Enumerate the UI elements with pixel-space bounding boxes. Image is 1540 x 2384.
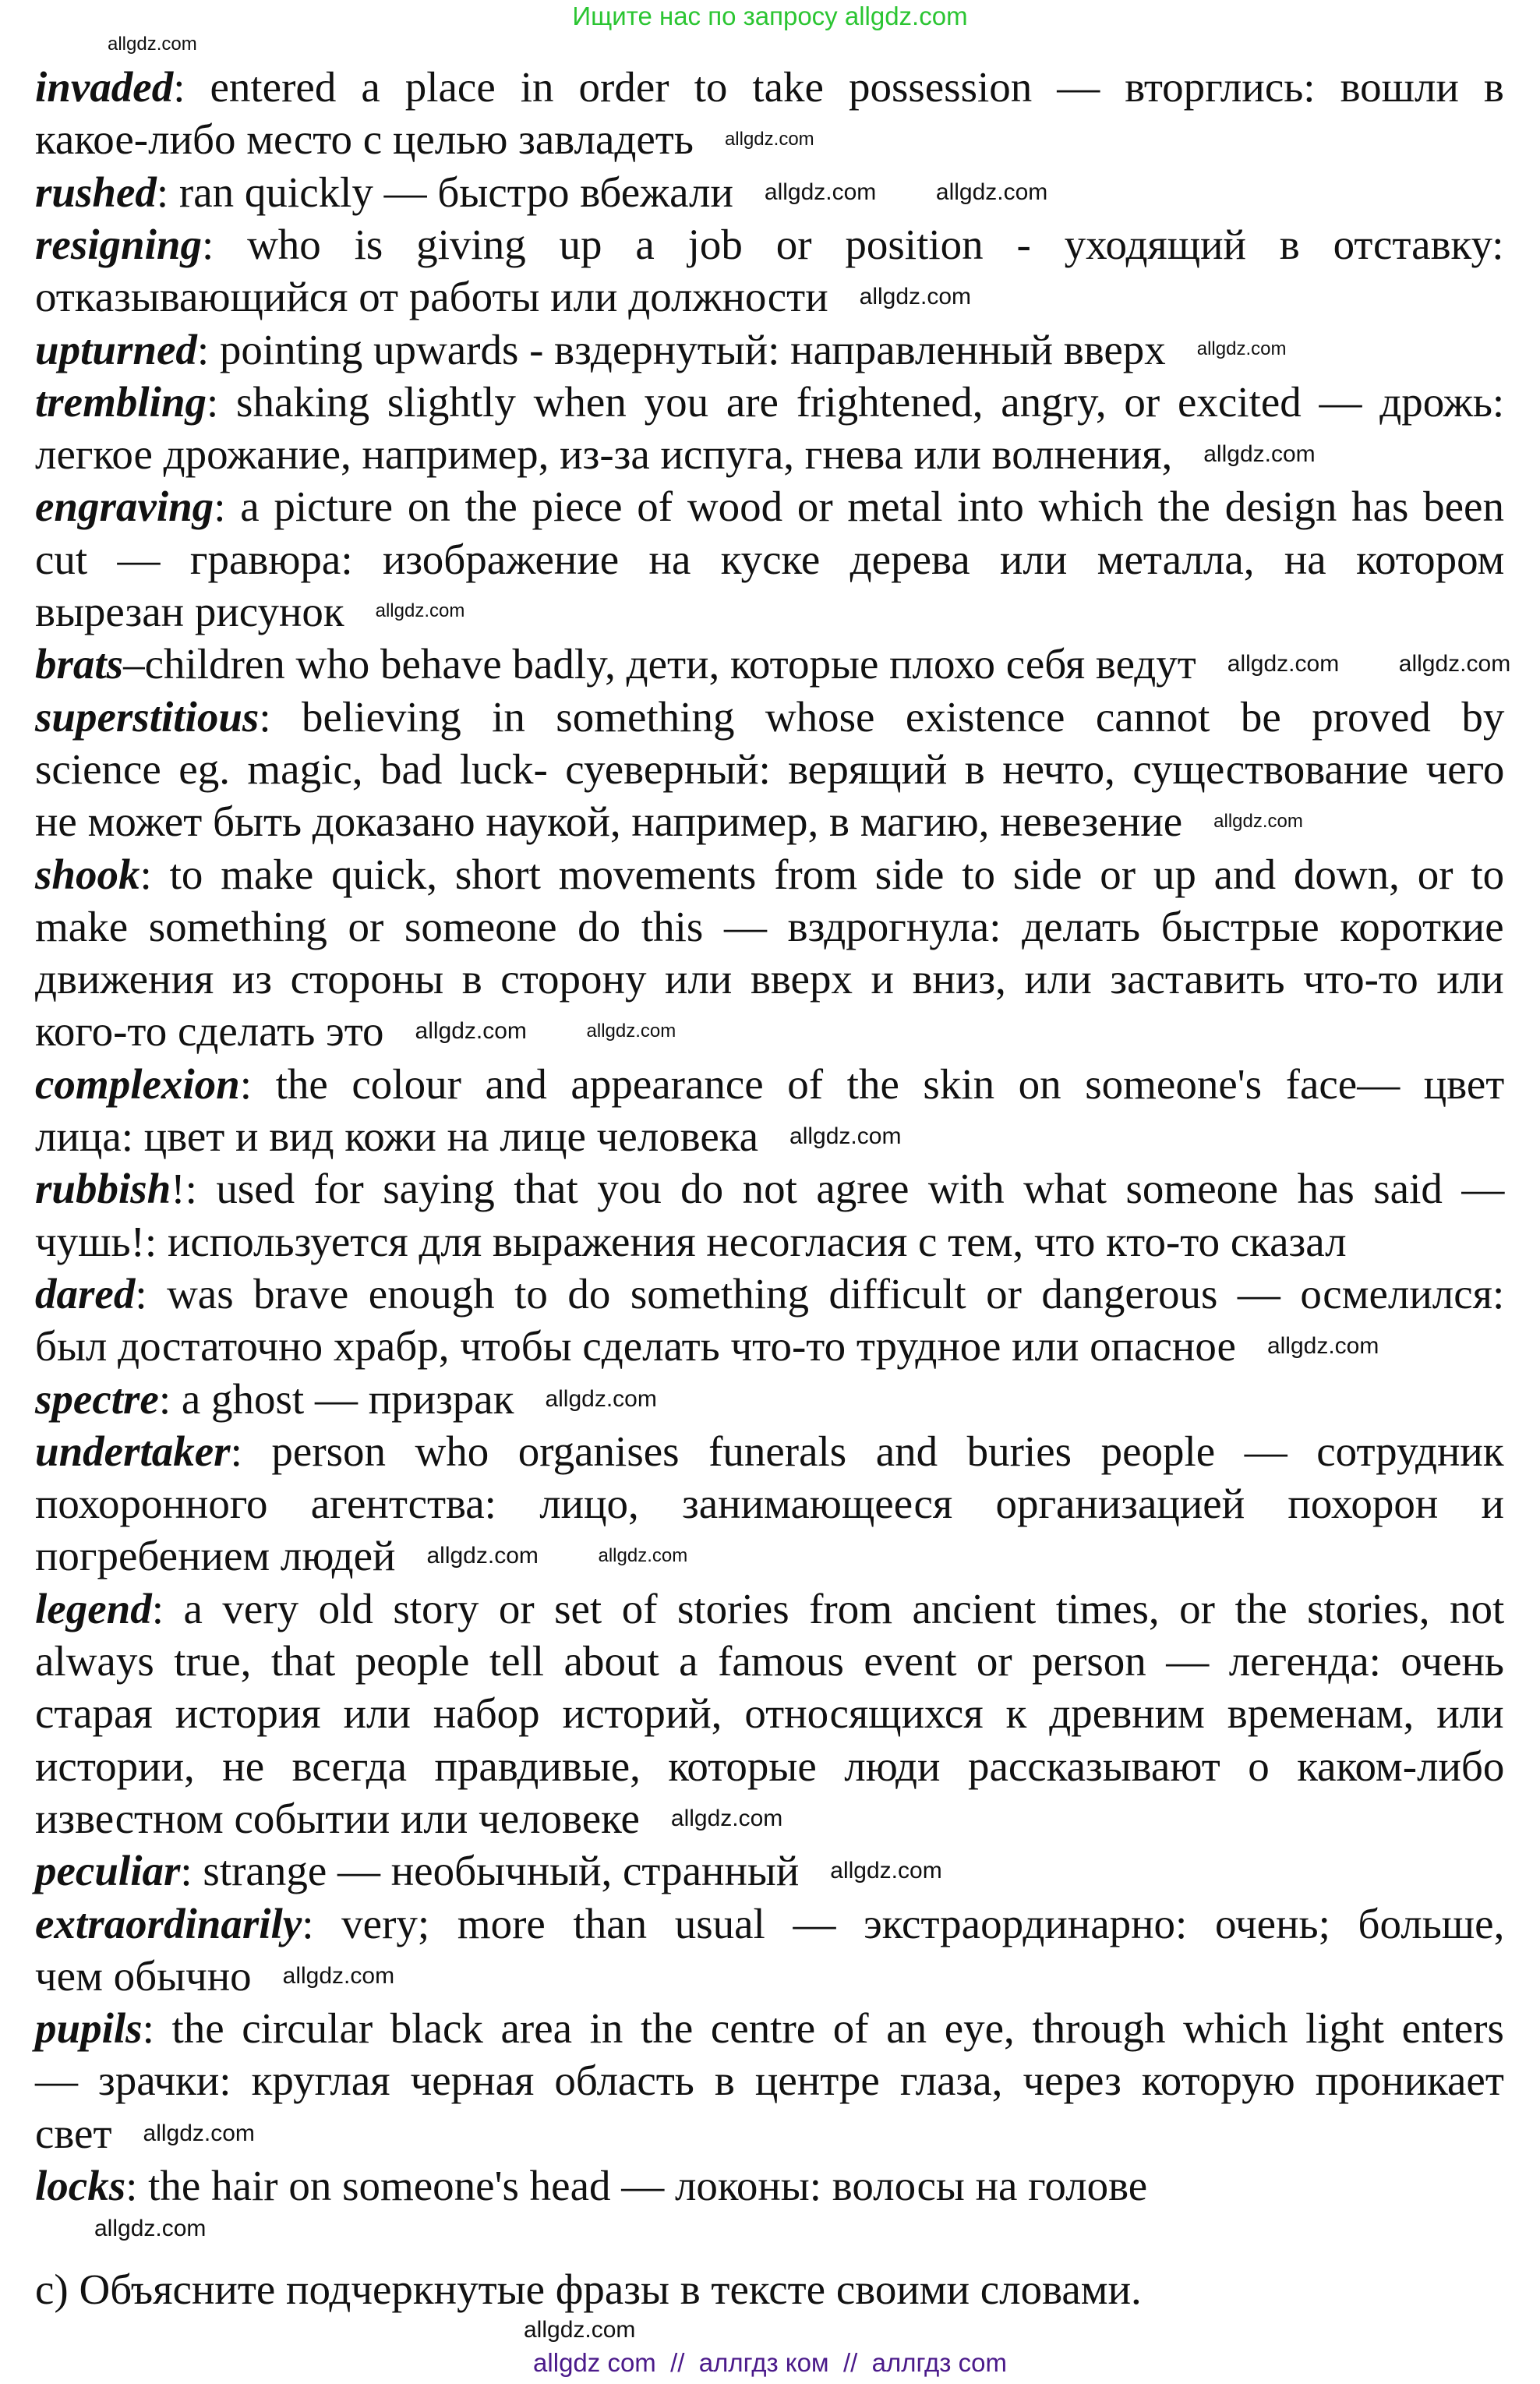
watermark: allgdz.com [1227,651,1340,677]
definition-text: не может быть доказано наукой, например, в магию, невезение [35,798,1183,846]
definition-text: : ran quickly — быстро вбежали [156,168,733,216]
entry-line [35,1635,1504,1687]
entry-first-line [35,1583,1504,1635]
entry-line [35,533,1504,585]
entry-line [35,1950,252,2002]
entry-first-line [35,1058,1504,1110]
definition-text: always true, that people tell about a famous event or person — легенда: очень [35,1637,1505,1685]
definition-text: : very; more than usual — экстраординарно: очень; больше, [302,1899,1505,1947]
watermark: allgdz.com [598,1544,688,1566]
entry-first-line [35,1898,1504,1950]
watermark: allgdz.com [375,600,465,622]
definition-text: погребением людей [35,1532,396,1580]
definition-text: похоронного агентства: лицо, занимающееся организацией похорон и [35,1480,1504,1528]
definition-text: был достаточно храбр, чтобы сделать что-то трудное или опасное [35,1322,1236,1371]
entry-line [35,1687,1504,1739]
watermark: allgdz.com [586,1020,676,1042]
entry-line [35,1477,1504,1530]
term: resigning [35,220,202,268]
watermark: allgdz.com [789,1123,902,1149]
term: engraving [35,483,214,531]
entry-line [35,1530,395,1582]
watermark: allgdz.com [545,1385,657,1412]
entry-line [35,743,1504,795]
definition-text: — зрачки: круглая черная область в центре глаза, через которую проникает [35,2057,1504,2105]
definition-text: кого-то сделать это [35,1007,384,1056]
footer-links[interactable]: allgdz com // аллгдз ком // аллгдз com [533,2348,1007,2377]
definition-text: лица: цвет и вид кожи на лице человека [35,1112,759,1160]
entry-line [35,1320,1236,1372]
entry-first-line [35,691,1504,743]
term: pupils [35,2004,143,2053]
definition-text: : a picture on the piece of wood or metal into which the design has been [214,483,1504,531]
entry-first-line [35,638,1196,690]
definition-text: вырезан рисунок [35,588,344,635]
entry-first-line [35,1268,1504,1320]
definition-text: отказывающийся от работы или должности [35,273,828,321]
entry-line [35,2107,112,2159]
term: rubbish [35,1165,171,1213]
term: shook [35,850,140,898]
entry-line [35,1215,1347,1268]
definition-text: истории, не всегда правдивые, которые люди рассказывают о каком-либо [35,1742,1505,1790]
entry-line [35,900,1504,953]
entry-line [35,428,1172,480]
watermark: allgdz.com [1196,338,1287,359]
definition-text: : strange — необычный, странный [180,1847,800,1895]
watermark: allgdz.com [935,179,1048,205]
entry-first-line [35,218,1504,271]
term: spectre [35,1374,159,1423]
search-banner: Ищите нас по запросу allgdz.com [572,2,968,30]
watermark: allgdz.com [859,284,972,310]
term: superstitious [35,692,260,741]
task-instruction: c) Объясните подчеркнутые фразы в тексте своими словами. [35,2266,1142,2313]
definition-text: : the hair on someone's head — локоны: волосы на голове [125,2162,1148,2209]
watermark: allgdz.com [1398,651,1511,677]
entry-first-line [35,2159,1147,2212]
definition-text: : person who organises funerals and buries people — сотрудник [230,1427,1504,1475]
definition-text: science eg. magic, bad luck- суеверный: верящий в нечто, существование чего [35,745,1505,793]
definition-text: : a very old story or set of stories from ancient times, or the stories, not [151,1584,1505,1632]
term: dared [35,1269,136,1318]
entry-first-line [35,1162,1504,1215]
watermark: allgdz.com [1213,810,1303,832]
definition-text: легкое дрожание, например, из-за испуга, гнева или волнения, [35,430,1173,479]
term: trembling [35,377,207,426]
entry-first-line [35,166,733,218]
watermark: allgdz.com [830,1858,942,1884]
term: legend [35,1584,152,1632]
definition-text: : the colour and appearance of the skin on someone's face— цвет [239,1059,1505,1108]
watermark: allgdz.com [94,2216,207,2241]
entry-first-line [35,376,1504,428]
entry-first-line [35,1373,514,1425]
definition-text: cut — гравюра: изображение на куске дерева или металла, на котором [35,535,1505,583]
watermark: allgdz.com [143,2120,255,2146]
entry-first-line [35,2002,1504,2054]
definition-text: : shaking slightly when you are frightened, angry, or excited — дрожь: [207,377,1505,426]
definition-text: движения из стороны в сторону или вверх и вниз, или заставить что-то или [35,955,1504,1003]
watermark: allgdz.com [108,34,197,55]
watermark: allgdz.com [282,1962,395,1989]
definition-text: : entered a place in order to take possession — вторглись: вошли в [173,63,1504,111]
entry-line [35,113,694,165]
entry-line [35,585,344,638]
definition-text: : the circular black area in the centre of an eye, through which light enters [142,2004,1504,2053]
definition-text: : a ghost — призрак [158,1374,514,1423]
entry-line [35,1005,384,1057]
definition-text: : to make quick, short movements from side to side or up and down, or to [140,850,1505,898]
term: rushed [35,168,157,216]
definition-text: старая история или набор историй, относящихся к древним временам, или [35,1689,1504,1738]
entry-line [35,2054,1504,2106]
entry-first-line [35,1425,1504,1477]
watermark: allgdz.com [1203,441,1316,468]
entry-line [35,1110,758,1162]
definition-text: свет [35,2109,112,2157]
definition-text: чушь!: используется для выражения несогласия с тем, что кто-то сказал [35,1217,1347,1265]
definition-text: : was brave enough to do something difficult or dangerous — осмелился: [135,1269,1505,1318]
entry-first-line [35,1845,799,1897]
watermark: allgdz.com [1266,1333,1379,1360]
entry-line [35,271,828,323]
definition-text: : pointing upwards - вздернутый: направленный вверх [196,325,1166,373]
definition-text: какое-либо место с целью завладеть [35,115,694,164]
definition-text: !: used for saying that you do not agree with what someone has said — [171,1165,1505,1213]
term: upturned [35,325,197,373]
watermark: allgdz.com [426,1543,539,1569]
entry-line [35,1792,640,1845]
term: peculiar [35,1847,181,1895]
definition-text: чем обычно [35,1951,252,2000]
entry-line [35,795,1182,847]
watermark: allgdz.com [415,1018,527,1045]
term: extraordinarily [35,1899,302,1947]
entry-first-line [35,848,1504,900]
entry-line [35,1740,1504,1792]
term: brats [35,640,124,688]
definition-text: : who is giving up a job or position - уходящий в отставку: [201,220,1504,268]
definition-text: известном событии или человеке [35,1794,640,1842]
entry-first-line [35,480,1504,532]
watermark: allgdz.com [764,179,877,205]
entry-first-line [35,61,1504,113]
entry-first-line [35,324,1166,376]
watermark: allgdz.com [724,128,814,150]
term: locks [35,2162,126,2209]
entry-line [35,953,1504,1005]
definition-text: : believing in something whose existence cannot be proved by [259,692,1505,741]
term: invaded [35,63,174,111]
definition-text: make something or someone do this — вздрогнула: делать быстрые короткие [35,902,1504,950]
definition-text: –children who behave badly, дети, которые плохо себя ведут [123,640,1196,688]
watermark: allgdz.com [524,2317,636,2343]
watermark: allgdz.com [670,1805,783,1831]
term: undertaker [35,1427,231,1475]
term: complexion [35,1059,240,1108]
